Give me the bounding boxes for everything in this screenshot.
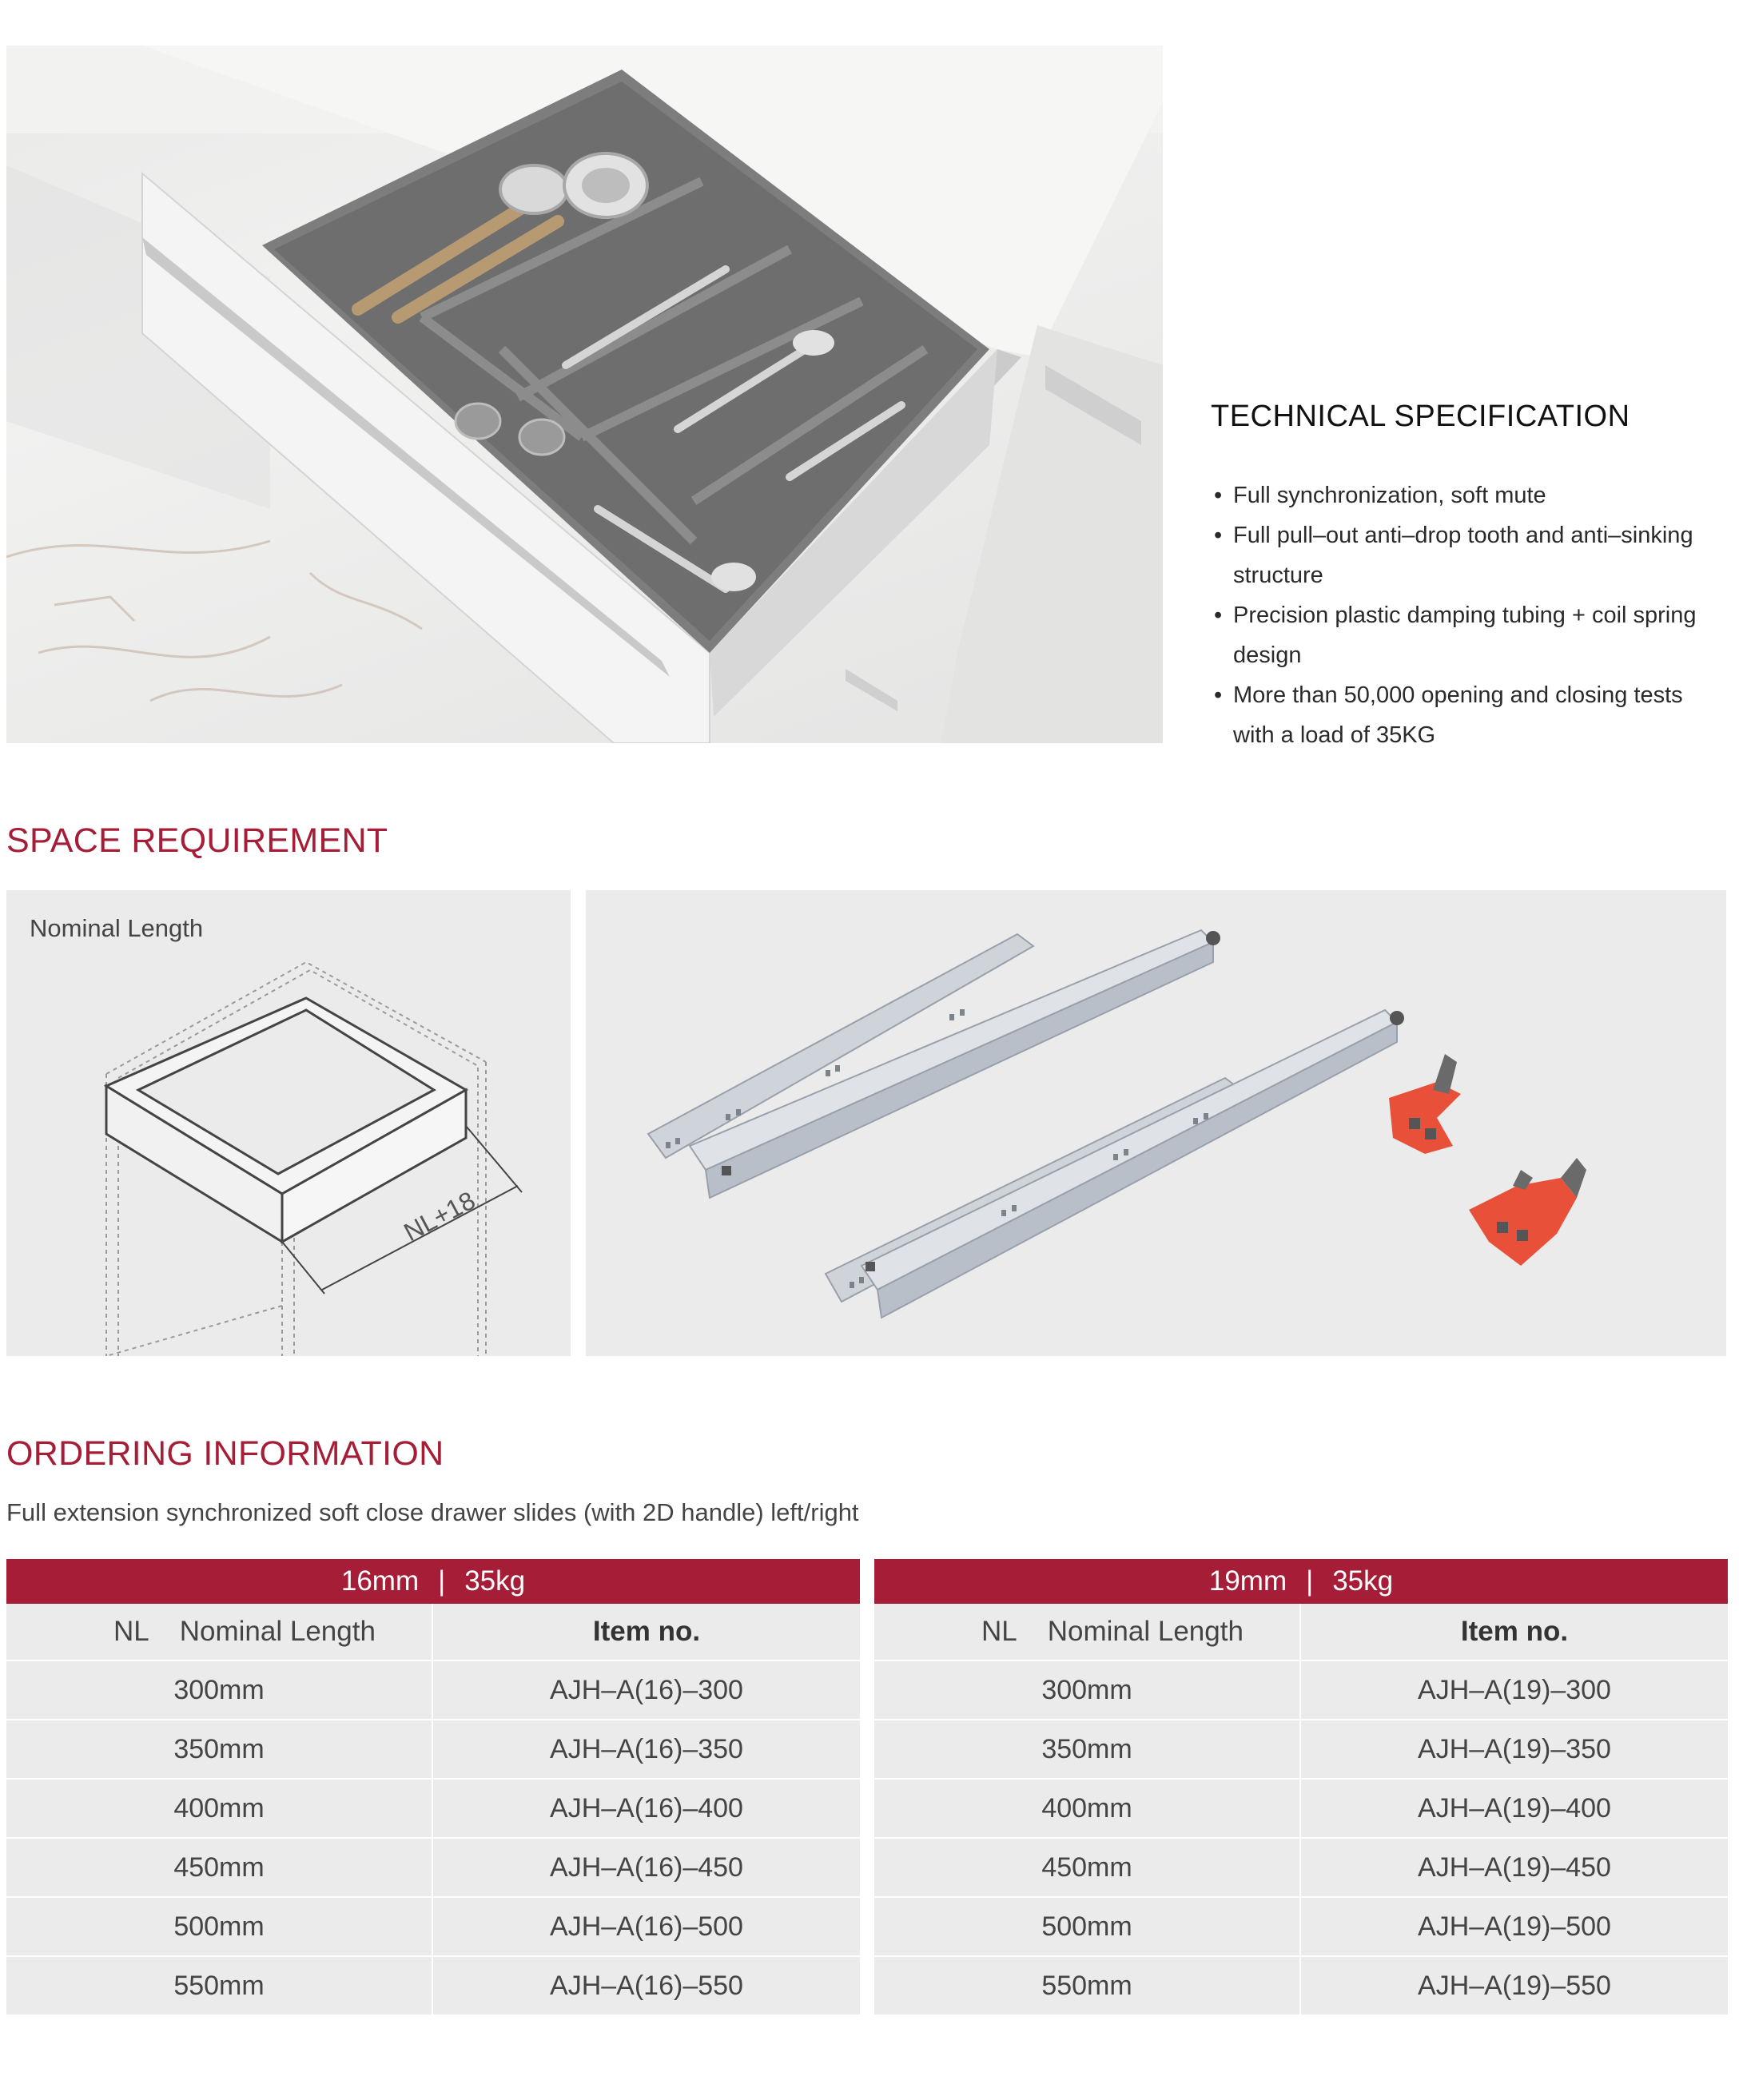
space-requirement-title: SPACE REQUIREMENT: [6, 821, 388, 860]
table-row: 500mm AJH–A(19)–500: [874, 1897, 1728, 1956]
table-row: 450mm AJH–A(19)–450: [874, 1838, 1728, 1897]
spec-list: [1211, 475, 1722, 755]
table-row: 350mm AJH–A(19)–350: [874, 1720, 1728, 1779]
locking-clip-left: [1389, 1054, 1461, 1154]
table-row: 300mm AJH–A(19)–300: [874, 1661, 1728, 1720]
nominal-length-label: Nominal Length: [30, 914, 204, 942]
spec-item: • Full pull–out anti–drop tooth and anti–sinking structure: [1214, 523, 1693, 588]
column-header-item: Item no.: [432, 1604, 860, 1661]
table-row: 400mm AJH–A(16)–400: [6, 1779, 860, 1838]
table-row: 450mm AJH–A(16)–450: [6, 1838, 860, 1897]
ordering-subtitle: Full extension synchronized soft close drawer slides (with 2D handle) left/right: [6, 1498, 859, 1526]
drawer-dimension-diagram: [6, 890, 571, 1356]
ordering-table-16mm: [6, 1559, 860, 2016]
ordering-table-19mm: [874, 1559, 1728, 2016]
column-header-length: NL Nominal Length: [874, 1604, 1300, 1661]
table-row: 550mm AJH–A(19)–550: [874, 1956, 1728, 2015]
column-header-item: Item no.: [1300, 1604, 1728, 1661]
table-row: 500mm AJH–A(16)–500: [6, 1897, 860, 1956]
nominal-length-diagram-panel: [6, 890, 571, 1356]
ordering-information-title: ORDERING INFORMATION: [6, 1434, 444, 1473]
drawer-illustration: [6, 46, 1163, 743]
spec-item: • Full synchronization, soft mute: [1214, 483, 1546, 508]
drawer-slides-illustration: [586, 890, 1726, 1356]
drawer-slide-product-panel: [586, 890, 1726, 1356]
spec-item: • More than 50,000 opening and closing tests with a load of 35KG: [1214, 682, 1683, 748]
locking-clip-right: [1469, 1158, 1586, 1266]
table-header: 16mm | 35kg: [6, 1559, 860, 1604]
dimension-label: NL+18: [399, 1185, 480, 1247]
table-row: 350mm AJH–A(16)–350: [6, 1720, 860, 1779]
spec-item: • Precision plastic damping tubing + coil spring design: [1214, 603, 1697, 668]
column-header-length: NL Nominal Length: [6, 1604, 432, 1661]
technical-specification-title: TECHNICAL SPECIFICATION: [1211, 400, 1630, 433]
table-row: 300mm AJH–A(16)–300: [6, 1661, 860, 1720]
drawer-photo: [6, 46, 1163, 743]
table-row: 550mm AJH–A(16)–550: [6, 1956, 860, 2015]
table-row: 400mm AJH–A(19)–400: [874, 1779, 1728, 1838]
table-header: 19mm | 35kg: [874, 1559, 1728, 1604]
